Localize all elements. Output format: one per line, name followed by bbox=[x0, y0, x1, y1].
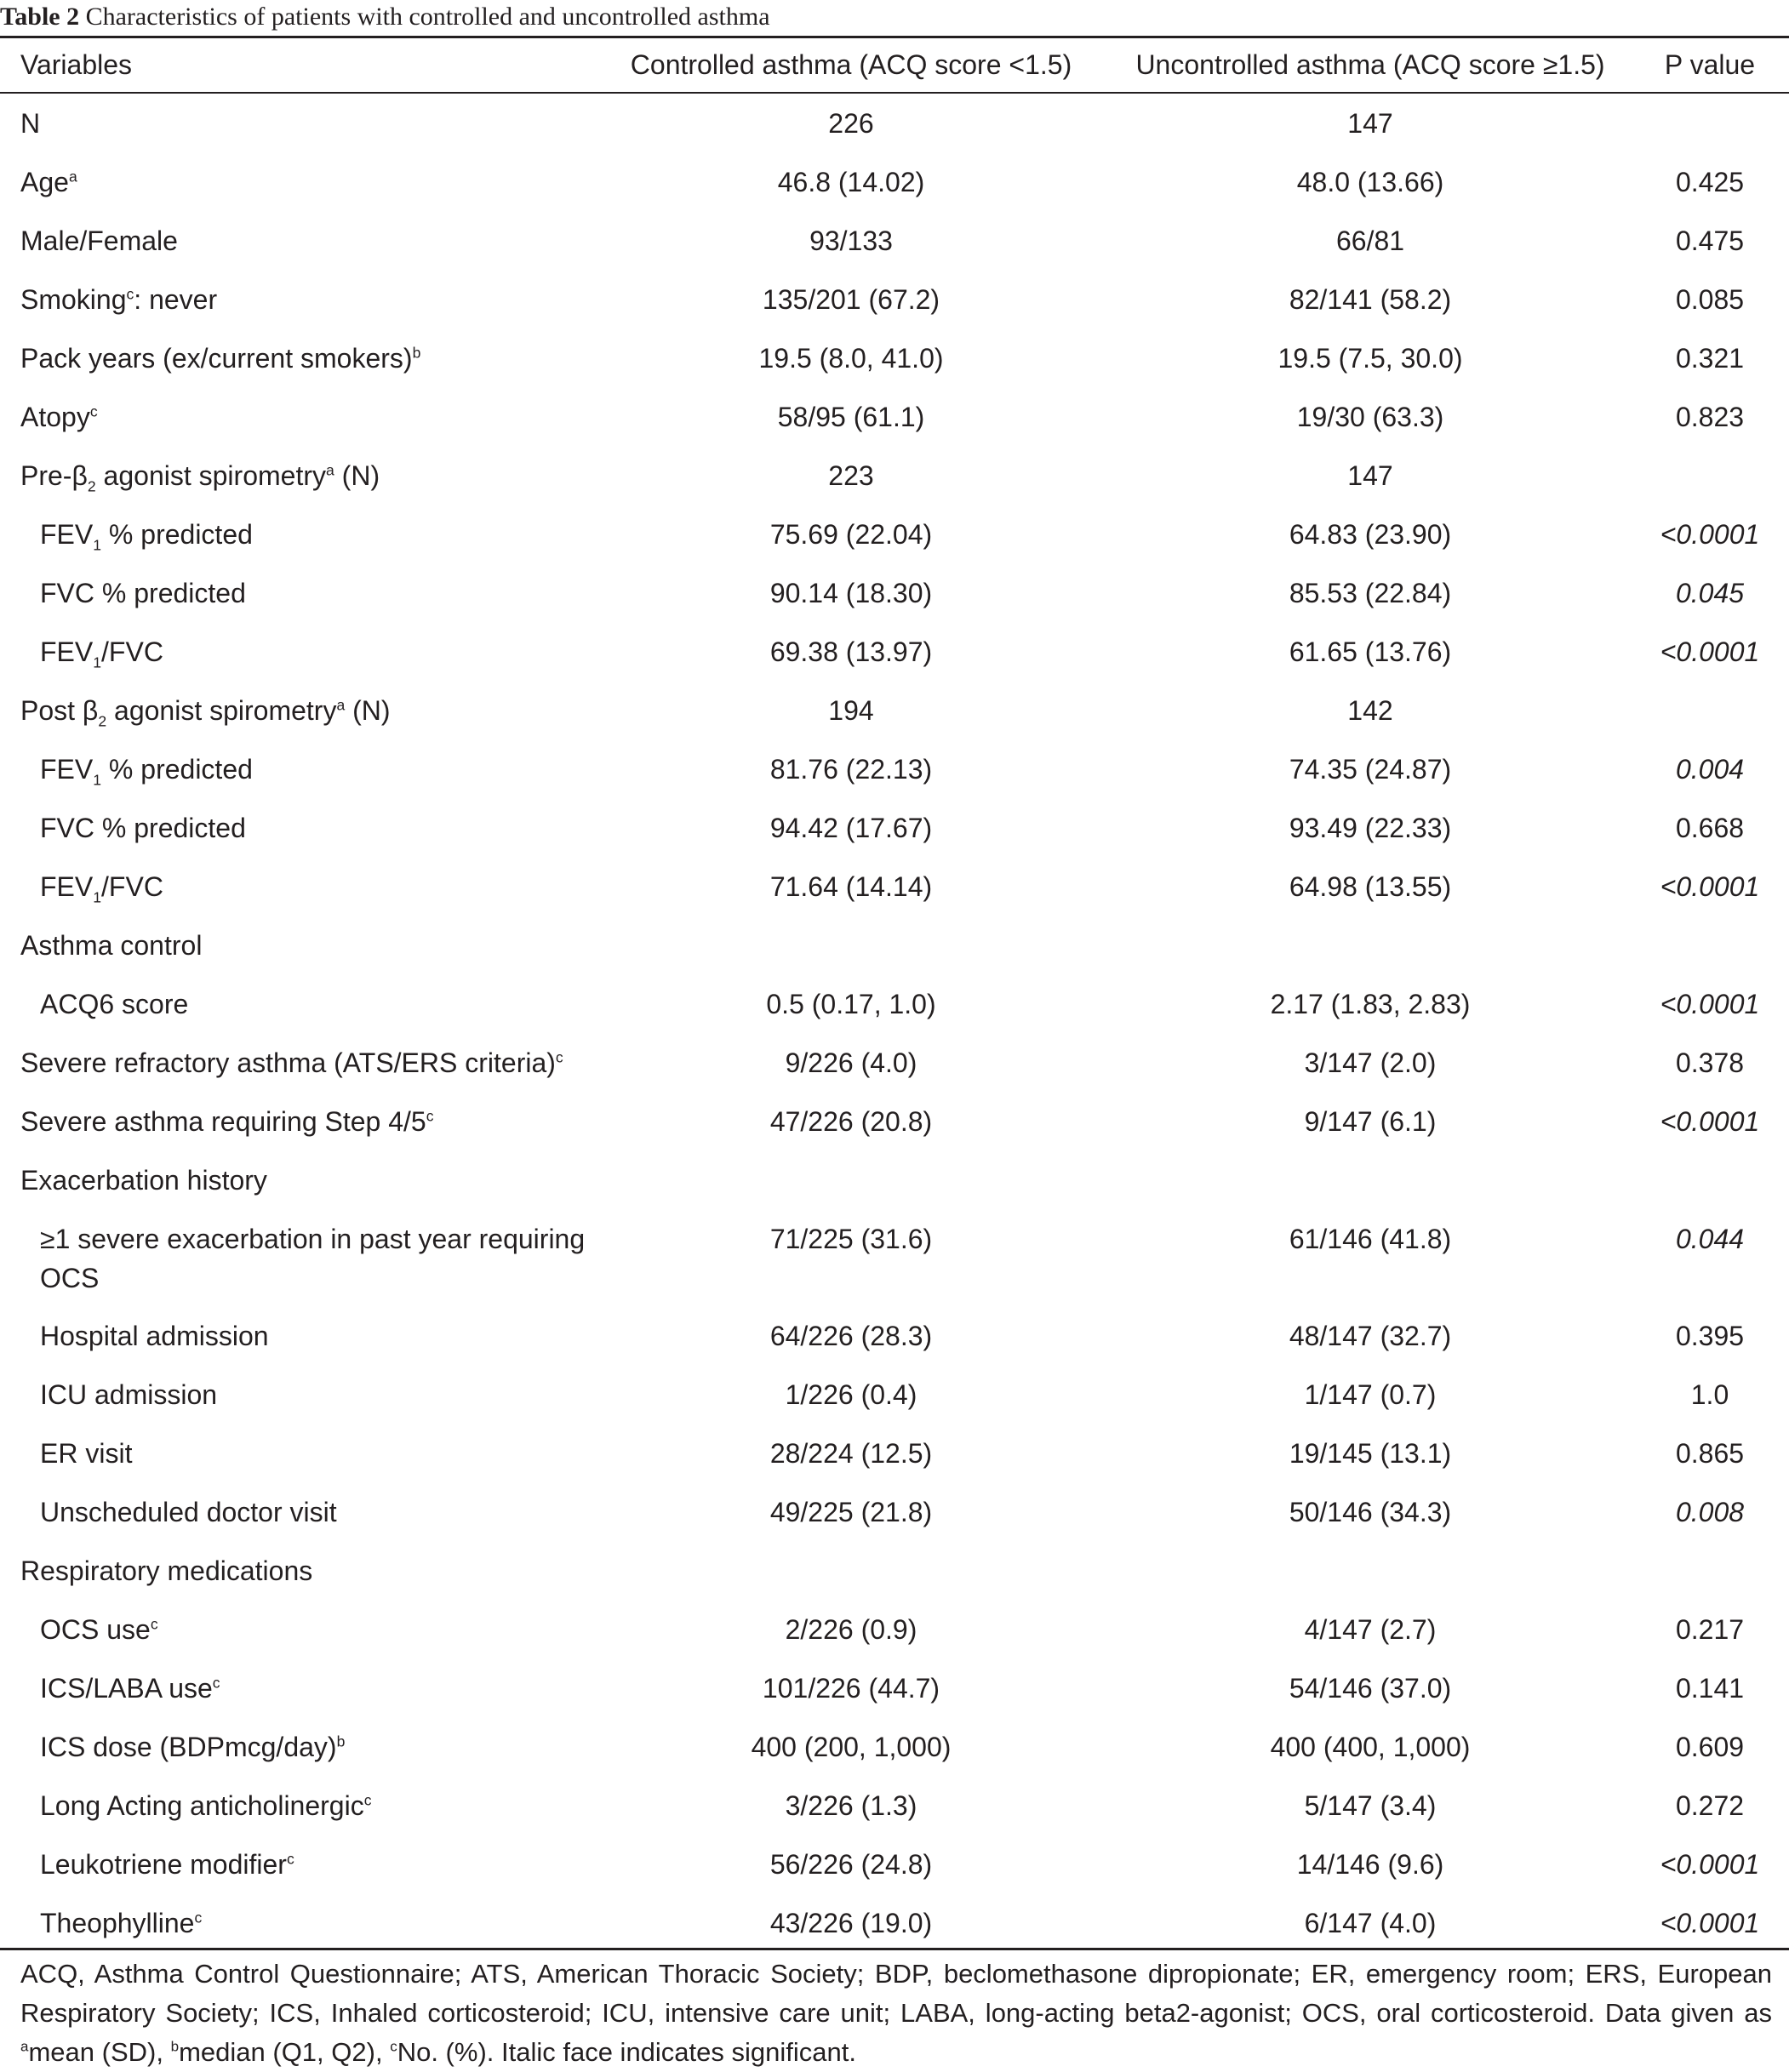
variable-label: Theophylline bbox=[40, 1908, 195, 1938]
footnote-mark-b: b bbox=[170, 2038, 180, 2055]
cell-uncontrolled: 64.98 (13.55) bbox=[1289, 871, 1452, 902]
cell-uncontrolled: 3/147 (2.0) bbox=[1304, 1047, 1437, 1078]
variable-label: Atopy bbox=[20, 402, 90, 432]
cell-uncontrolled: 19/145 (13.1) bbox=[1289, 1438, 1452, 1469]
variable-subscript: 1 bbox=[93, 771, 102, 789]
cell-uncontrolled: 9/147 (6.1) bbox=[1304, 1106, 1437, 1137]
variable-label: Pack years (ex/current smokers) bbox=[20, 343, 413, 374]
cell-variable bbox=[40, 1375, 217, 1414]
variable-label: Severe asthma requiring Step 4/5 bbox=[20, 1106, 426, 1137]
cell-variable bbox=[40, 1904, 202, 1943]
cell-controlled: 69.38 (13.97) bbox=[769, 636, 933, 667]
cell-controlled: 71.64 (14.14) bbox=[769, 871, 933, 902]
variable-label-tail: % predicted bbox=[101, 519, 253, 550]
cell-controlled: 400 (200, 1,000) bbox=[751, 1732, 952, 1762]
variable-label: ≥1 severe exacerbation in past year requiring OCS bbox=[40, 1224, 586, 1293]
cell-p-value: 0.475 bbox=[1675, 225, 1745, 256]
variable-label: Respiratory medications bbox=[20, 1555, 313, 1586]
cell-p-value: <0.0001 bbox=[1660, 1849, 1760, 1880]
variable-superscript: a bbox=[336, 696, 346, 714]
variable-superscript: c bbox=[286, 1850, 294, 1868]
top-rule bbox=[0, 36, 1789, 38]
table-caption bbox=[0, 2, 770, 32]
variable-label: Long Acting anticholinergic bbox=[40, 1790, 364, 1821]
cell-variable bbox=[40, 574, 246, 613]
cell-uncontrolled: 147 bbox=[1347, 460, 1393, 491]
variable-label: FEV bbox=[40, 636, 94, 667]
variable-subscript: 1 bbox=[93, 888, 102, 906]
variable-label-tail: (N) bbox=[334, 460, 380, 491]
header-uncontrolled: Uncontrolled asthma (ACQ score ≥1.5) bbox=[1135, 49, 1605, 80]
cell-variable bbox=[40, 1727, 345, 1767]
cell-controlled: 64/226 (28.3) bbox=[769, 1321, 933, 1351]
cell-variable bbox=[40, 867, 163, 906]
variable-label: FVC % predicted bbox=[40, 813, 246, 843]
cell-controlled: 194 bbox=[828, 695, 874, 726]
variable-superscript: b bbox=[412, 344, 421, 362]
variable-label: Pre-β bbox=[20, 460, 88, 491]
cell-p-value: 0.045 bbox=[1675, 578, 1745, 608]
cell-uncontrolled: 66/81 bbox=[1335, 225, 1405, 256]
cell-variable bbox=[40, 1610, 158, 1649]
header-p-value: P value bbox=[1664, 49, 1756, 80]
variable-subscript: 2 bbox=[98, 712, 107, 730]
header-variables: Variables bbox=[20, 49, 133, 80]
variable-superscript: c bbox=[212, 1674, 220, 1692]
cell-variable bbox=[20, 104, 40, 143]
cell-variable bbox=[40, 808, 246, 848]
cell-uncontrolled: 48/147 (32.7) bbox=[1289, 1321, 1452, 1351]
footnote-mark-c: c bbox=[390, 2038, 397, 2055]
cell-uncontrolled: 61.65 (13.76) bbox=[1289, 636, 1452, 667]
variable-label-tail: /FVC bbox=[101, 636, 163, 667]
cell-variable bbox=[40, 985, 188, 1024]
header-rule bbox=[0, 92, 1789, 94]
footnote-text-a: mean (SD), bbox=[28, 2037, 163, 2067]
cell-controlled: 28/224 (12.5) bbox=[769, 1438, 933, 1469]
cell-variable bbox=[40, 1786, 372, 1825]
variable-label: ICU admission bbox=[40, 1379, 218, 1410]
cell-controlled: 46.8 (14.02) bbox=[777, 167, 925, 197]
variable-label: OCS use bbox=[40, 1614, 151, 1645]
cell-p-value: 0.008 bbox=[1675, 1497, 1745, 1527]
cell-uncontrolled: 19/30 (63.3) bbox=[1296, 402, 1444, 432]
variable-label: ER visit bbox=[40, 1438, 133, 1469]
cell-p-value: 0.668 bbox=[1675, 813, 1745, 843]
variable-label-tail: agonist spirometry bbox=[106, 695, 337, 726]
cell-uncontrolled: 14/146 (9.6) bbox=[1296, 1849, 1444, 1880]
cell-p-value: 0.272 bbox=[1675, 1790, 1745, 1821]
cell-controlled: 94.42 (17.67) bbox=[769, 813, 933, 843]
cell-p-value: 0.044 bbox=[1675, 1224, 1745, 1254]
cell-uncontrolled: 74.35 (24.87) bbox=[1289, 754, 1452, 785]
variable-label: FVC % predicted bbox=[40, 578, 246, 608]
cell-uncontrolled: 54/146 (37.0) bbox=[1289, 1673, 1452, 1704]
variable-label: Severe refractory asthma (ATS/ERS criteria) bbox=[20, 1047, 556, 1078]
cell-controlled: 93/133 bbox=[809, 225, 893, 256]
cell-variable bbox=[20, 339, 420, 378]
table-footnote bbox=[20, 1955, 1772, 2072]
variable-label-tail: % predicted bbox=[101, 754, 253, 785]
footnote-mark-a: a bbox=[20, 2038, 29, 2055]
cell-controlled: 71/225 (31.6) bbox=[769, 1224, 933, 1254]
variable-superscript: c bbox=[555, 1048, 563, 1066]
variable-superscript: c bbox=[126, 285, 134, 303]
cell-controlled: 135/201 (67.2) bbox=[762, 284, 940, 315]
header-controlled: Controlled asthma (ACQ score <1.5) bbox=[630, 49, 1072, 80]
cell-uncontrolled: 93.49 (22.33) bbox=[1289, 813, 1452, 843]
cell-controlled: 0.5 (0.17, 1.0) bbox=[766, 989, 936, 1019]
cell-variable bbox=[20, 1043, 563, 1082]
cell-p-value: 0.141 bbox=[1675, 1673, 1745, 1704]
cell-p-value: 1.0 bbox=[1690, 1379, 1729, 1410]
table-title: Characteristics of patients with controlled and uncontrolled asthma bbox=[85, 3, 770, 31]
variable-label: Age bbox=[20, 167, 69, 197]
variable-label: Male/Female bbox=[20, 225, 178, 256]
cell-controlled: 101/226 (44.7) bbox=[762, 1673, 940, 1704]
variable-label: Leukotriene modifier bbox=[40, 1849, 287, 1880]
cell-controlled: 58/95 (61.1) bbox=[777, 402, 925, 432]
variable-label: Smoking bbox=[20, 284, 127, 315]
cell-controlled: 19.5 (8.0, 41.0) bbox=[758, 343, 944, 374]
cell-controlled: 75.69 (22.04) bbox=[769, 519, 933, 550]
cell-variable bbox=[20, 456, 380, 495]
cell-controlled: 2/226 (0.9) bbox=[785, 1614, 917, 1645]
cell-controlled: 56/226 (24.8) bbox=[769, 1849, 933, 1880]
cell-p-value: <0.0001 bbox=[1660, 519, 1760, 550]
cell-controlled: 226 bbox=[828, 108, 874, 139]
cell-variable bbox=[20, 691, 391, 730]
cell-variable bbox=[20, 221, 178, 260]
variable-superscript: c bbox=[89, 402, 98, 420]
cell-uncontrolled: 50/146 (34.3) bbox=[1289, 1497, 1452, 1527]
cell-variable bbox=[20, 1551, 312, 1590]
cell-uncontrolled: 4/147 (2.7) bbox=[1304, 1614, 1437, 1645]
cell-variable bbox=[40, 1845, 294, 1884]
variable-superscript: c bbox=[426, 1107, 434, 1125]
variable-superscript: c bbox=[194, 1909, 203, 1926]
cell-controlled: 90.14 (18.30) bbox=[769, 578, 933, 608]
variable-superscript: b bbox=[336, 1732, 346, 1750]
cell-p-value: 0.865 bbox=[1675, 1438, 1745, 1469]
variable-subscript: 1 bbox=[93, 654, 102, 671]
cell-variable bbox=[40, 1434, 132, 1473]
cell-p-value: 0.609 bbox=[1675, 1732, 1745, 1762]
cell-p-value: <0.0001 bbox=[1660, 1106, 1760, 1137]
cell-p-value: 0.004 bbox=[1675, 754, 1745, 785]
variable-label: Hospital admission bbox=[40, 1321, 269, 1351]
footnote-text-b: median (Q1, Q2), bbox=[179, 2037, 383, 2067]
cell-controlled: 3/226 (1.3) bbox=[785, 1790, 917, 1821]
variable-label: Asthma control bbox=[20, 930, 203, 961]
cell-controlled: 47/226 (20.8) bbox=[769, 1106, 933, 1137]
cell-uncontrolled: 19.5 (7.5, 30.0) bbox=[1277, 343, 1463, 374]
variable-superscript: c bbox=[150, 1615, 158, 1633]
cell-variable bbox=[20, 163, 77, 202]
variable-label: FEV bbox=[40, 871, 94, 902]
cell-controlled: 9/226 (4.0) bbox=[785, 1047, 917, 1078]
cell-p-value: 0.395 bbox=[1675, 1321, 1745, 1351]
table-label: Table 2 bbox=[0, 3, 80, 31]
cell-p-value: <0.0001 bbox=[1660, 636, 1760, 667]
footnote-given: Data given as bbox=[1604, 1998, 1772, 2028]
variable-superscript: a bbox=[68, 168, 77, 186]
footnote-text-c: No. (%). Italic face indicates significant. bbox=[397, 2037, 856, 2067]
cell-variable bbox=[40, 750, 253, 789]
cell-uncontrolled: 82/141 (58.2) bbox=[1289, 284, 1452, 315]
cell-p-value: <0.0001 bbox=[1660, 1908, 1760, 1938]
cell-uncontrolled: 64.83 (23.90) bbox=[1289, 519, 1452, 550]
cell-uncontrolled: 2.17 (1.83, 2.83) bbox=[1270, 989, 1471, 1019]
cell-controlled: 81.76 (22.13) bbox=[769, 754, 933, 785]
variable-label: FEV bbox=[40, 519, 94, 550]
cell-uncontrolled: 1/147 (0.7) bbox=[1304, 1379, 1437, 1410]
bottom-rule bbox=[0, 1948, 1789, 1950]
variable-label: Unscheduled doctor visit bbox=[40, 1497, 337, 1527]
variable-label: ICS dose (BDPmcg/day) bbox=[40, 1732, 337, 1762]
cell-p-value: 0.378 bbox=[1675, 1047, 1745, 1078]
cell-variable bbox=[40, 632, 163, 671]
cell-p-value: 0.425 bbox=[1675, 167, 1745, 197]
cell-variable bbox=[40, 1316, 269, 1356]
cell-variable bbox=[40, 1219, 619, 1298]
cell-p-value: 0.321 bbox=[1675, 343, 1745, 374]
variable-label: FEV bbox=[40, 754, 94, 785]
cell-controlled: 1/226 (0.4) bbox=[785, 1379, 917, 1410]
variable-label: N bbox=[20, 108, 41, 139]
cell-p-value: 0.823 bbox=[1675, 402, 1745, 432]
cell-p-value: 0.217 bbox=[1675, 1614, 1745, 1645]
cell-uncontrolled: 85.53 (22.84) bbox=[1289, 578, 1452, 608]
cell-variable bbox=[40, 515, 253, 554]
cell-controlled: 223 bbox=[828, 460, 874, 491]
cell-variable bbox=[20, 1102, 434, 1141]
cell-p-value: <0.0001 bbox=[1660, 989, 1760, 1019]
cell-uncontrolled: 48.0 (13.66) bbox=[1296, 167, 1444, 197]
cell-uncontrolled: 5/147 (3.4) bbox=[1304, 1790, 1437, 1821]
variable-label-tail: agonist spirometry bbox=[95, 460, 326, 491]
cell-uncontrolled: 6/147 (4.0) bbox=[1304, 1908, 1437, 1938]
variable-superscript: a bbox=[325, 461, 334, 479]
cell-variable bbox=[20, 926, 202, 965]
variable-label: Post β bbox=[20, 695, 99, 726]
cell-variable bbox=[20, 397, 98, 437]
cell-controlled: 43/226 (19.0) bbox=[769, 1908, 933, 1938]
variable-subscript: 1 bbox=[93, 536, 102, 554]
cell-p-value: 0.085 bbox=[1675, 284, 1745, 315]
cell-variable bbox=[20, 1161, 267, 1200]
cell-p-value: <0.0001 bbox=[1660, 871, 1760, 902]
cell-controlled: 49/225 (21.8) bbox=[769, 1497, 933, 1527]
variable-label-tail: /FVC bbox=[101, 871, 163, 902]
cell-uncontrolled: 147 bbox=[1347, 108, 1393, 139]
cell-uncontrolled: 61/146 (41.8) bbox=[1289, 1224, 1452, 1254]
variable-label: ACQ6 score bbox=[40, 989, 189, 1019]
variable-label-tail: : never bbox=[134, 284, 218, 315]
cell-variable bbox=[40, 1493, 337, 1532]
cell-variable bbox=[20, 280, 217, 319]
variable-superscript: c bbox=[363, 1791, 372, 1809]
footnote-abbreviations: ACQ, Asthma Control Questionnaire; ATS, American Thoracic Society; BDP, beclomethasone dipropionate; ER, emergency room; ERS, European Respiratory Society; ICS, Inhaled corticosteroid; ICU, intensive care unit; LABA, long-acting beta2-agonist; OCS, oral corticosteroid. bbox=[20, 1959, 1772, 2028]
variable-subscript: 2 bbox=[87, 477, 96, 495]
cell-variable bbox=[40, 1669, 220, 1708]
cell-uncontrolled: 142 bbox=[1347, 695, 1393, 726]
variable-label-tail: (N) bbox=[345, 695, 391, 726]
variable-label: Exacerbation history bbox=[20, 1165, 267, 1196]
cell-uncontrolled: 400 (400, 1,000) bbox=[1270, 1732, 1471, 1762]
variable-label: ICS/LABA use bbox=[40, 1673, 213, 1704]
